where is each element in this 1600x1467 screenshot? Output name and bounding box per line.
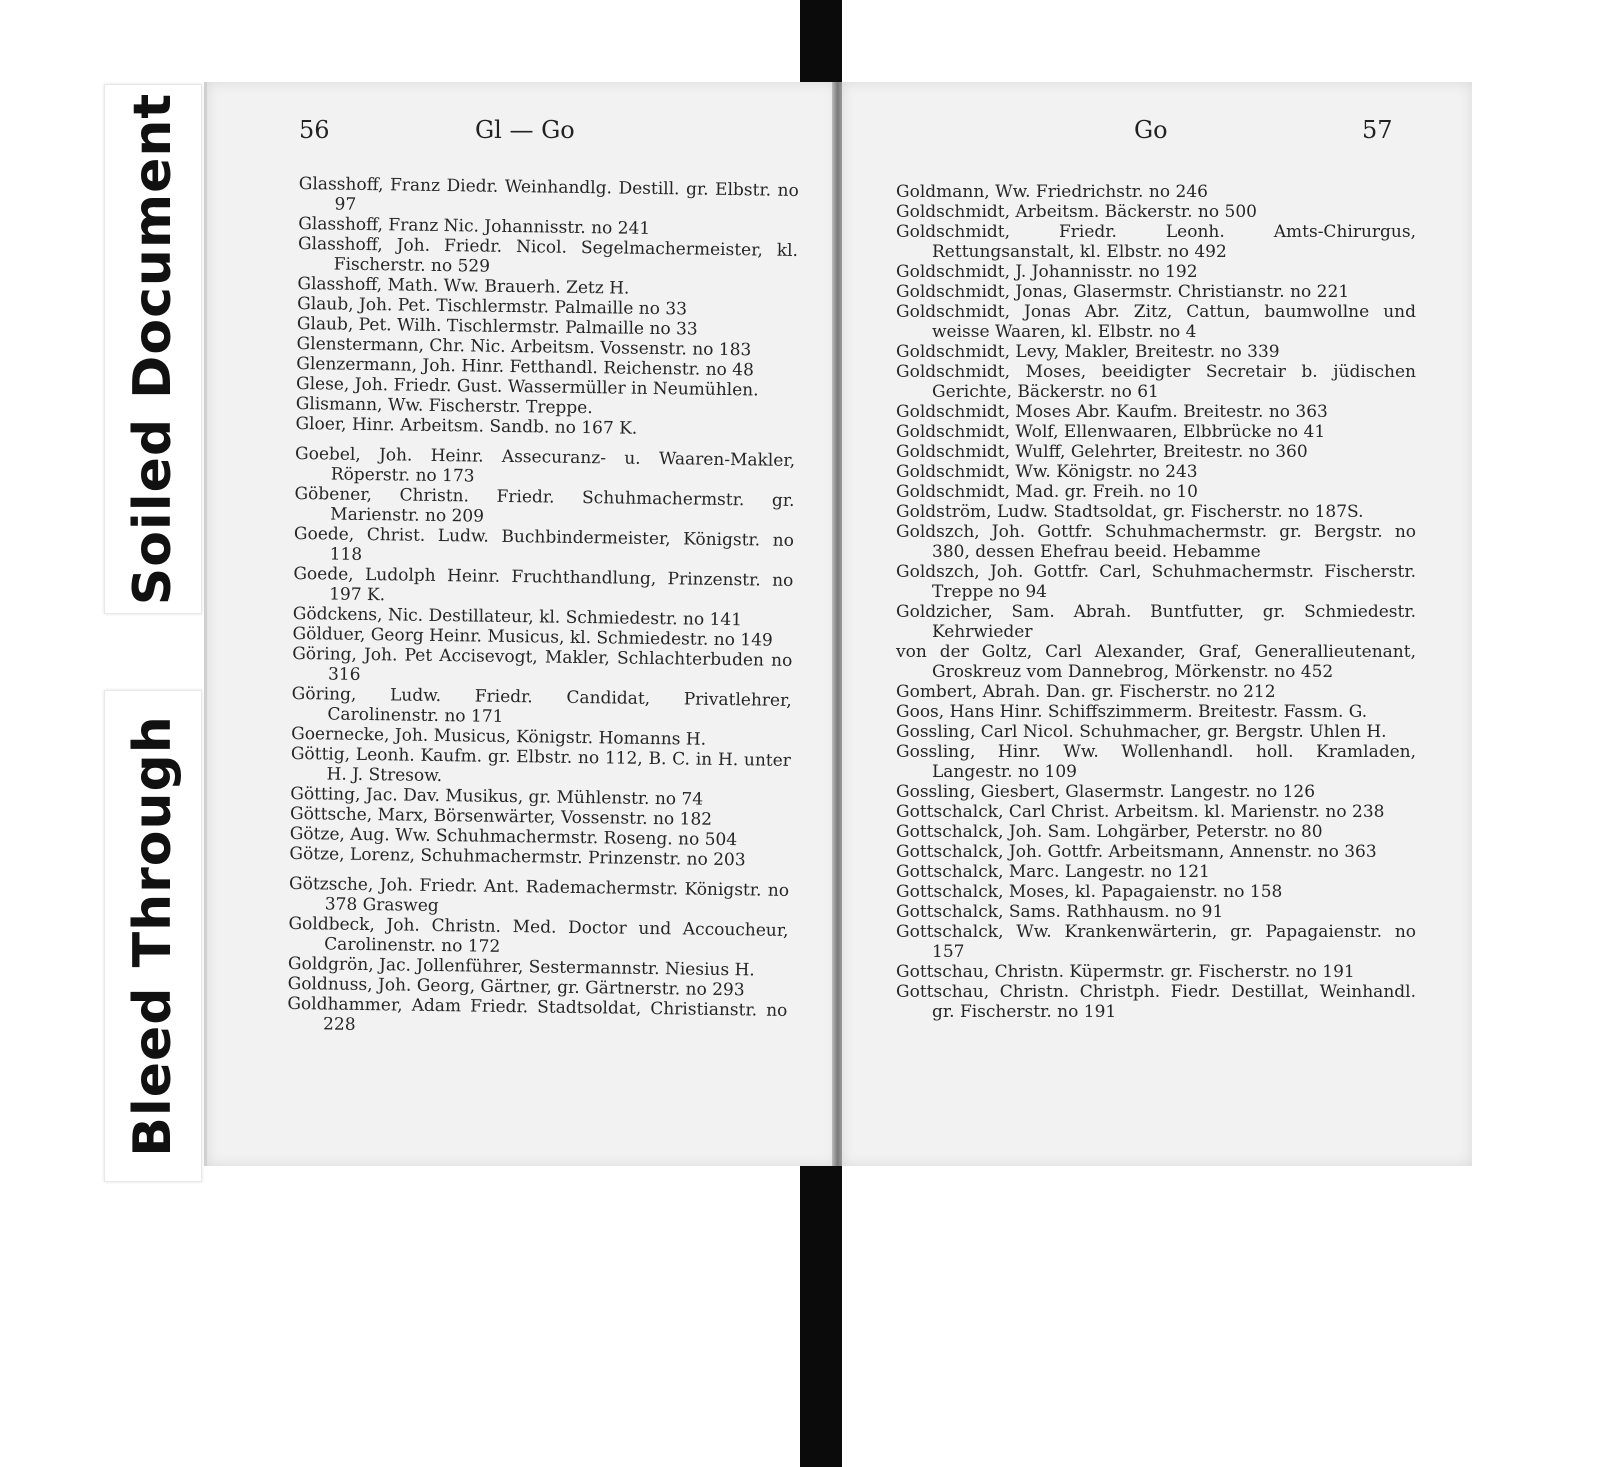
- bleed-through-label: Bleed Through: [123, 715, 183, 1157]
- directory-entry: Göring, Ludw. Friedr. Candidat, Privatlehrer, Carolinenstr. no 171: [291, 683, 792, 727]
- directory-entry: Goldschmidt, Mad. gr. Freih. no 10: [896, 482, 1198, 502]
- directory-entry: Göring, Joh. Pet Accisevogt, Makler, Schlachterbuden no 316: [292, 643, 793, 685]
- directory-entry: Gottschau, Christn. Christph. Fiedr. Destillat, Weinhandl. gr. Fischerstr. no 191: [896, 982, 1416, 1022]
- soiled-document-label-tab: [104, 84, 202, 614]
- directory-entry: Goldhammer, Adam Friedr. Stadtsoldat, Christianstr. no 228: [287, 993, 788, 1035]
- directory-entry: Goldnuss, Joh. Georg, Gärtner, gr. Gärtnerstr. no 293: [287, 973, 745, 1001]
- directory-entry: Glasshoff, Math. Ww. Brauerh. Zetz H.: [297, 273, 630, 299]
- directory-entry: Gossling, Carl Nicol. Schuhmacher, gr. Bergstr. Uhlen H.: [896, 722, 1387, 742]
- directory-entry: Goldmann, Ww. Friedrichstr. no 246: [896, 182, 1208, 202]
- directory-entry: Gölduer, Georg Heinr. Musicus, kl. Schmiedestr. no 149: [292, 623, 773, 651]
- directory-entry: Glese, Joh. Friedr. Gust. Wassermüller in Neumühlen.: [295, 373, 759, 401]
- directory-entry: Goede, Ludolph Heinr. Fruchthandlung, Prinzenstr. no 197 K.: [293, 563, 794, 606]
- left-page-range: Gl — Go: [475, 116, 575, 144]
- directory-entry: Goldschmidt, Jonas, Glasermstr. Christianstr. no 221: [896, 282, 1350, 302]
- directory-entry: Glasshoff, Franz Nic. Johannisstr. no 241: [298, 213, 651, 239]
- directory-entry: Goldschmidt, Friedr. Leonh. Amts-Chirurgus, Rettungsanstalt, kl. Elbstr. no 492: [896, 222, 1416, 262]
- directory-entry: Götze, Lorenz, Schuhmachermstr. Prinzenstr. no 203: [289, 843, 746, 871]
- directory-entry: Gottschalck, Joh. Gottfr. Arbeitsmann, Annenstr. no 363: [896, 842, 1377, 862]
- directory-entry: Goldszch, Joh. Gottfr. Schuhmachermstr. gr. Bergstr. no 380, dessen Ehefrau beeid. Hebamme: [896, 522, 1416, 562]
- directory-entry: Glismann, Ww. Fischerstr. Treppe.: [295, 393, 593, 419]
- directory-entry: Glasshoff, Joh. Friedr. Nicol. Segelmachermeister, kl. Fischerstr. no 529: [297, 233, 799, 277]
- directory-entry: Goldschmidt, Wulff, Gelehrter, Breitestr. no 360: [896, 442, 1308, 462]
- directory-entry: Gottschalck, Ww. Krankenwärterin, gr. Papagaienstr. no 157: [896, 922, 1416, 962]
- directory-entry: von der Goltz, Carl Alexander, Graf, Generallieutenant, Groskreuz vom Dannebrog, Mörkenstr. no 452: [896, 642, 1416, 682]
- directory-entry: Gottschalck, Moses, kl. Papagaienstr. no 158: [896, 882, 1283, 902]
- directory-entry: Gottschalck, Joh. Sam. Lohgärber, Peterstr. no 80: [896, 822, 1323, 842]
- left-page-number: 56: [299, 116, 330, 144]
- directory-entry: Goldschmidt, J. Johannisstr. no 192: [896, 262, 1198, 282]
- directory-entry: Gossling, Giesbert, Glasermstr. Langestr. no 126: [896, 782, 1316, 802]
- directory-entry: Goldzicher, Sam. Abrah. Buntfutter, gr. Schmiedestr. Kehrwieder: [896, 602, 1416, 642]
- directory-entry: Goldschmidt, Moses Abr. Kaufm. Breitestr. no 363: [896, 402, 1328, 422]
- directory-entry: Goldschmidt, Wolf, Ellenwaaren, Elbbrücke no 41: [896, 422, 1326, 442]
- soiled-document-label: Soiled Document: [123, 92, 183, 606]
- directory-entry: Goos, Hans Hinr. Schiffszimmerm. Breitestr. Fassm. G.: [896, 702, 1368, 722]
- right-entry-list: [896, 182, 1416, 1022]
- directory-entry: Goebel, Joh. Heinr. Assecuranz- u. Waaren-Makler, Röperstr. no 173: [294, 443, 796, 487]
- directory-entry: Götting, Jac. Dav. Musikus, gr. Mühlenstr. no 74: [290, 783, 704, 810]
- directory-entry: Gödckens, Nic. Destillateur, kl. Schmiedestr. no 141: [292, 603, 743, 631]
- directory-entry: Glasshoff, Franz Diedr. Weinhandlg. Destill. gr. Elbstr. no 97: [298, 174, 799, 215]
- right-page: [842, 82, 1472, 1166]
- directory-entry: Gottschalck, Marc. Langestr. no 121: [896, 862, 1210, 882]
- top-dark-bar: [800, 0, 842, 92]
- directory-entry: Goldschmidt, Levy, Makler, Breitestr. no 339: [896, 342, 1280, 362]
- directory-entry: Glenstermann, Chr. Nic. Arbeitsm. Vossenstr. no 183: [296, 333, 752, 361]
- directory-entry: Goldbeck, Joh. Christn. Med. Doctor und Accoucheur, Carolinenstr. no 172: [288, 913, 789, 957]
- directory-entry: Goldszch, Joh. Gottfr. Carl, Schuhmachermstr. Fischerstr. Treppe no 94: [896, 562, 1416, 602]
- directory-entry: Goede, Christ. Ludw. Buchbindermeister, Königstr. no 118: [293, 523, 795, 565]
- left-page-header: [207, 116, 837, 156]
- directory-entry: Göttig, Leonh. Kaufm. gr. Elbstr. no 112, B. C. in H. unter H. J. Stresow.: [290, 743, 791, 787]
- directory-entry: Gottschalck, Sams. Rathhausm. no 91: [896, 902, 1224, 922]
- directory-entry: Göbener, Christn. Friedr. Schuhmachermstr. gr. Marienstr. no 209: [294, 483, 795, 527]
- directory-entry: Goernecke, Joh. Musicus, Königstr. Homanns H.: [291, 723, 707, 750]
- directory-entry: Goldström, Ludw. Stadtsoldat, gr. Fischerstr. no 187S.: [896, 502, 1364, 522]
- directory-entry: Goldgrön, Jac. Jollenführer, Sestermannstr. Niesius H.: [287, 953, 755, 981]
- directory-entry: Gossling, Hinr. Ww. Wollenhandl. holl. Kramladen, Langestr. no 109: [896, 742, 1416, 782]
- directory-entry: Gombert, Abrah. Dan. gr. Fischerstr. no 212: [896, 682, 1276, 702]
- directory-entry: Götzsche, Joh. Friedr. Ant. Rademachermstr. Königstr. no 378 Grasweg: [288, 873, 790, 917]
- directory-entry: Goldschmidt, Arbeitsm. Bäckerstr. no 500: [896, 202, 1257, 222]
- directory-entry: Goldschmidt, Jonas Abr. Zitz, Cattun, baumwollne und weisse Waaren, kl. Elbstr. no 4: [896, 302, 1416, 342]
- directory-entry: Göttsche, Marx, Börsenwärter, Vossenstr. no 182: [289, 803, 713, 830]
- left-page: [204, 82, 837, 1166]
- directory-entry: Götze, Aug. Ww. Schuhmachermstr. Roseng. no 504: [289, 823, 738, 851]
- open-book: [204, 82, 1472, 1166]
- directory-entry: Gottschalck, Carl Christ. Arbeitsm. kl. Marienstr. no 238: [896, 802, 1385, 822]
- directory-entry: Gottschau, Christn. Küpermstr. gr. Fischerstr. no 191: [896, 962, 1355, 982]
- directory-entry: Glaub, Joh. Pet. Tischlermstr. Palmaille no 33: [297, 293, 688, 320]
- bottom-dark-bar: [800, 1158, 842, 1467]
- left-entry-list: [287, 174, 799, 1041]
- right-page-number: 57: [1362, 116, 1393, 144]
- right-page-range: Go: [1134, 116, 1168, 144]
- directory-entry: Glenzermann, Joh. Hinr. Fetthandl. Reichenstr. no 48: [296, 353, 755, 381]
- directory-entry: Gloer, Hinr. Arbeitsm. Sandb. no 167 K.: [295, 413, 638, 439]
- bleed-through-label-tab: [104, 690, 202, 1182]
- right-page-header: [842, 116, 1472, 156]
- directory-entry: Goldschmidt, Moses, beeidigter Secretair b. jüdischen Gerichte, Bäckerstr. no 61: [896, 362, 1416, 402]
- directory-entry: Goldschmidt, Ww. Königstr. no 243: [896, 462, 1198, 482]
- directory-entry: Glaub, Pet. Wilh. Tischlermstr. Palmaille no 33: [296, 313, 698, 340]
